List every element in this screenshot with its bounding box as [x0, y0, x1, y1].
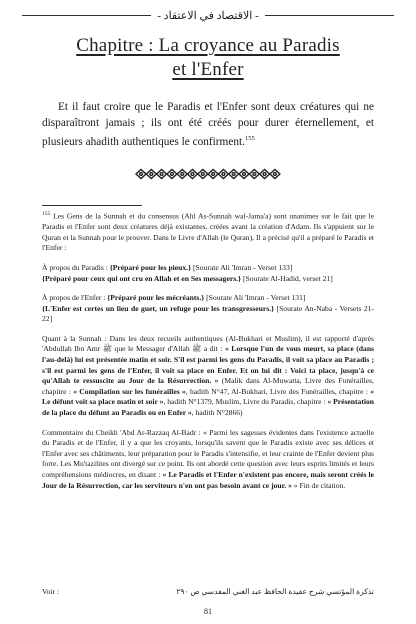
ornament-link [177, 170, 187, 179]
intro-paragraph [42, 100, 374, 150]
paradis-verses [42, 263, 374, 284]
commentary-paragraph [42, 428, 374, 492]
sunnah-refs-a: (Malik dans Al-Muwatta, Livre des Funérailles, chapitre : [42, 376, 374, 396]
enfer-label: À propos de l'Enfer : [42, 293, 106, 303]
enfer-ref-2: [Sourate An-Naba - Versets 21-22] [42, 303, 374, 324]
running-header-text: - الاقتصاد في الاعتقاد - [151, 9, 265, 22]
footnote-ref[interactable]: 155 [244, 135, 255, 142]
footnote-number: 155 [42, 211, 51, 217]
chapter-title-line1: Chapitre : La croyance au Paradis [76, 35, 340, 56]
ornament-dot [181, 173, 184, 176]
ornament-link [136, 170, 146, 179]
ornament-dot [222, 173, 225, 176]
ornament-dot [160, 173, 163, 176]
ornament-link [218, 170, 228, 179]
ornament-dot [140, 173, 143, 176]
commentary-end: » Fin de citation. [293, 480, 346, 490]
ornament-link [249, 170, 259, 179]
footnote-155 [42, 209, 374, 254]
sunnah-paragraph [42, 334, 374, 419]
enfer-ref-1: [Sourate Ali 'Imran - Verset 131] [206, 293, 306, 303]
ornament-dot [191, 173, 194, 176]
ornament-dot [150, 173, 153, 176]
ornament-link [208, 170, 218, 179]
ornament-link [188, 170, 198, 179]
footnotes [42, 209, 374, 491]
sunnah-refs-c: , hadith N°1379, Muslim, Livre du Paradis, chapitre : [163, 397, 326, 407]
sunnah-chapter-2: « Le défunt voit sa place matin et soir » [42, 386, 375, 407]
ornament-link [146, 170, 156, 179]
ornament-link [229, 170, 239, 179]
voir-line [42, 587, 374, 597]
ornament-dot [171, 173, 174, 176]
ornament-link [260, 170, 270, 179]
voir-arabic-reference: تذكرة المؤتسي شرح عقيدة الحافظ عبد الغني المقدسي ص ٢٩٠ [176, 587, 374, 596]
ornament-divider [0, 168, 416, 180]
ornament-dot [253, 173, 256, 176]
ornament-icon [133, 168, 283, 180]
sunnah-hadith: « Lorsque l'un de vous meurt, sa place (dans l'au-delà) lui est présentée matin et soir. S'il est parmi les gens du Paradis, il voit sa place au Paradis ; s'il est parmi les gens de l'Enfer, il voit sa place en Enfer. Et on lui dit : Voici ta place, jusqu'à ce qu'Allah te ressuscite au Jour de la Résurrection. » [42, 344, 374, 386]
ornament-dot [274, 173, 277, 176]
footnote-text: Les Gens de la Sunnah et du consensus (Ahl As-Sunnah wal-Jama'a) sont unanimes sur le fait que le Paradis et l'Enfer sont deux créatures déjà existantes, créées avant la création d'Adam. Ils s'appuient sur le Quran et la Sunnah pour le prouver. Dans le Livre d'Allah (le Quran), Il a précisé qu'il a préparé le Paradis et l'Enfer : [42, 211, 374, 253]
enfer-verses [42, 293, 374, 325]
ornament-link [167, 170, 177, 179]
sunnah-chapter-3: « Présentation de la place du défunt au Paradis ou en Enfer » [42, 397, 375, 418]
footnote-separator [42, 205, 142, 206]
voir-label: Voir : [42, 587, 59, 596]
ornament-dot [212, 173, 215, 176]
ornament-dot [263, 173, 266, 176]
paradis-quote-2: {Préparé pour ceux qui ont cru en Allah et en Ses messagers.} [42, 273, 242, 283]
sunnah-intro: Quant à la Sunnah : Dans les deux recueils authentiques (Al-Bukhari et Muslim), il est rapporté d'après 'Abdullah Ibn Amr ﷺ que le Messager d'Allah ﷺ a dit : [42, 333, 374, 354]
sunnah-chapter-1: « Compilation sur les funérailles » [73, 386, 186, 396]
paradis-ref-2: [Sourate Al-Hadid, verset 21] [242, 273, 333, 283]
ornament-dot [243, 173, 246, 176]
ornament-link [198, 170, 208, 179]
page-number: 81 [204, 607, 212, 616]
ornament-link [239, 170, 249, 179]
chapter-title-line2: et l'Enfer [172, 59, 244, 80]
sunnah-refs-b: , hadith N°47, Al-Bukhari, Livre des Funérailles, chapitre : [185, 386, 368, 396]
commentary-text: Commentaire du Cheikh 'Abd Ar-Razzaq Al-Badr : « Parmi les sagesses évidentes dans l'existence actuelle du Paradis et de l'Enfer, il y a que les croyants, lorsqu'ils savent que le Paradis existe avec ses délices et l'Enfer avec ses châtiments, leur préparation pour le Paradis s'intensifie, et leur crainte de l'Enfer devient plus forte. Les Mu'tazilites ont divergé sur ce point. Ils ont abordé cette question avec leurs esprits limités et leurs compréhensions médiocres, en disant : [42, 427, 374, 479]
ornament-dot [232, 173, 235, 176]
ornament-link [270, 170, 280, 179]
enfer-quote-1: {Préparé pour les mécréants.} [107, 293, 205, 303]
running-header [22, 6, 394, 24]
paradis-label: À propos du Paradis : [42, 262, 108, 272]
paradis-quote-1: {Préparé pour les pieux.} [109, 262, 192, 272]
ornament-link [157, 170, 167, 179]
paradis-ref-1: [Sourate Ali 'Imran - Verset 133] [192, 262, 293, 272]
ornament-dot [201, 173, 204, 176]
chapter-title [20, 34, 396, 82]
commentary-quote: « Le Paradis et l'Enfer n'existent pas encore, mais seront créés le Jour de la Résurrection, car les serviteurs n'en ont pas besoin avant ce jour. » [42, 470, 375, 490]
sunnah-refs-d: , hadith N°2866) [191, 408, 243, 418]
enfer-quote-2: {L'Enfer est certes un lieu de guet, un refuge pour les transgresseurs.} [42, 303, 275, 313]
intro-text: Et il faut croire que le Paradis et l'Enfer sont deux créatures qui ne disparaîtront jamais ; ils ont été créés pour durer éternellement, et plusieurs ahadith authentiques le confirment. [42, 101, 374, 148]
